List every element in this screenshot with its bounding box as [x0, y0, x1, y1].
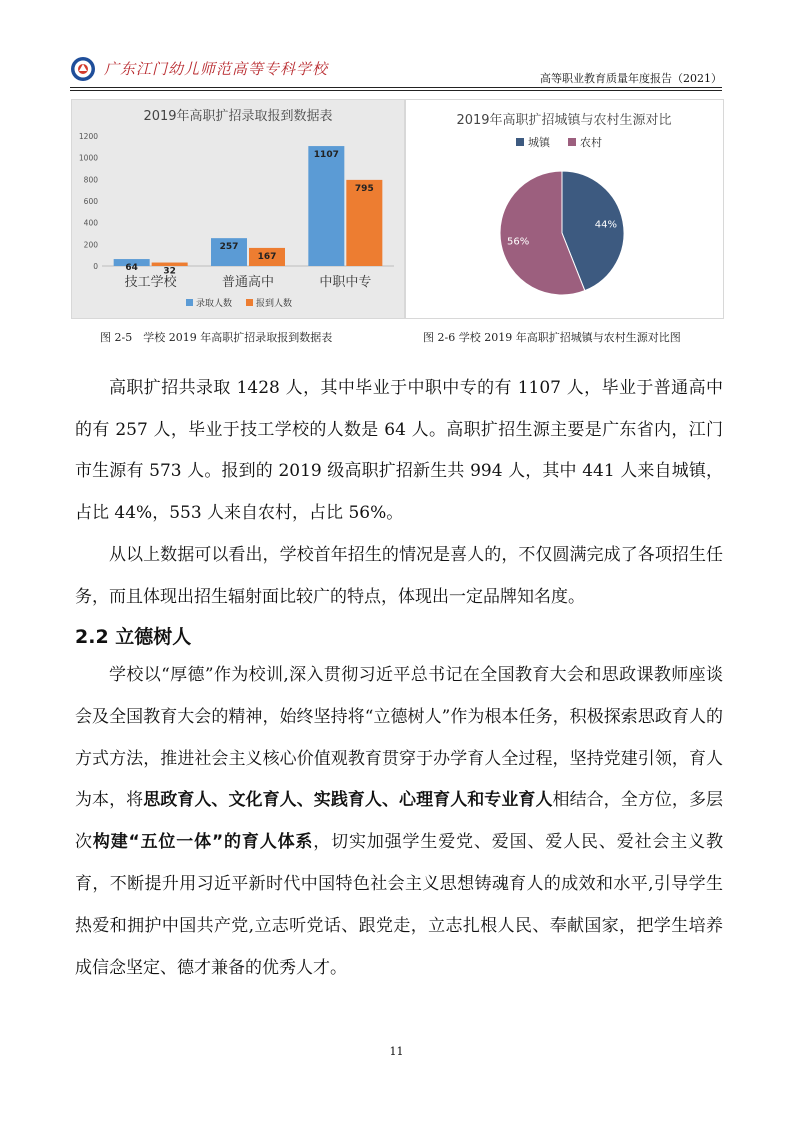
bold-text-run: 思政育人、文化育人、实践育人、心理育人和专业育人 [143, 790, 553, 811]
legend-label: 录取人数 [196, 299, 233, 309]
bar-data-label: 167 [257, 251, 277, 262]
bar-chart-title: 2019年高职扩招录取报到数据表 [143, 109, 333, 124]
legend-swatch [246, 299, 253, 306]
x-category-label: 普通高中 [221, 275, 275, 290]
school-name: 广东江门幼儿师范高等专科学校 [104, 60, 329, 78]
pie-data-label: 44% [594, 219, 617, 231]
y-tick-label: 1000 [78, 153, 98, 163]
pie-data-label: 56% [507, 236, 530, 248]
legend-label: 城镇 [528, 136, 550, 149]
bar-data-label: 64 [125, 263, 138, 274]
y-tick-label: 1200 [78, 132, 98, 141]
bar-admitted [308, 146, 344, 266]
pie-chart-title: 2019年高职扩招城镇与农村生源对比 [456, 113, 672, 128]
bar-data-label: 32 [163, 266, 176, 277]
x-category-label: 技工学校 [124, 275, 177, 290]
text-run: ，切实加强学生爱党、爱国、爱人民、爱社会主义教育，不断提升用习近平新时代中国特色社会主义思想铸魂育人的成效和水平,引导学生热爱和拥护中国共产党,立志听党话、跟党走，立志扎根人民、奉献国家，把学生培养成信念坚定、德才兼备的优秀人才。 [75, 832, 724, 978]
pie-chart-panel [405, 99, 724, 319]
bar-data-label: 795 [354, 183, 374, 194]
text-run: 相结合，全方位，多层次 [75, 790, 724, 853]
legend-swatch [516, 138, 524, 146]
paragraph-moral-education [75, 655, 723, 989]
y-tick-label: 800 [83, 175, 98, 185]
bar-chart [72, 100, 404, 318]
legend-swatch [568, 138, 576, 146]
figure-caption-2-6: 图 2-6 学校 2019 年高职扩招城镇与农村生源对比图 [423, 331, 681, 344]
y-tick-label: 0 [93, 262, 98, 271]
header-divider-thin [70, 90, 722, 91]
page-header [70, 52, 722, 88]
paragraph-analysis: 从以上数据可以看出，学校首年招生的情况是喜人的，不仅圆满完成了各项招生任务，而且体现出招生辐射面比较广的特点，体现出一定品牌知名度。 [75, 545, 723, 607]
report-title: 高等职业教育质量年度报告（2021） [540, 72, 722, 85]
legend-label: 报到人数 [256, 299, 293, 309]
school-emblem-icon [70, 56, 96, 82]
bar-data-label: 1107 [313, 150, 339, 161]
y-tick-label: 600 [83, 197, 98, 206]
page-number: 11 [389, 1045, 404, 1058]
header-divider [70, 87, 722, 88]
legend-label: 农村 [580, 136, 602, 149]
y-tick-label: 400 [83, 218, 98, 228]
section-title: 2.2 立德树人 [75, 626, 192, 648]
bar-data-label: 257 [219, 242, 239, 253]
bar-registered [152, 263, 188, 266]
figure-caption-2-5: 图 2-5 学校 2019 年高职扩招录取报到数据表 [100, 331, 333, 344]
bold-text-run: 构建“五位一体”的育人体系 [92, 832, 314, 853]
pie-chart [406, 100, 723, 318]
paragraph-enrollment: 高职扩招共录取 1428 人，其中毕业于中职中专的有 1107 人，毕业于普通高中的有 257 人，毕业于技工学校的人数是 64 人。高职扩招生源主要是广东省内，江门市生源有 573 人。报到的 2019 级高职扩招新生共 994 人，其中 441 人来自城镇，占比 44%，553 人来自农村，占比 56%。 [75, 378, 723, 523]
y-tick-label: 200 [83, 240, 98, 250]
x-category-label: 中职中专 [319, 275, 372, 290]
text-run: 学校以“厚德”作为校训,深入贯彻习近平总书记在全国教育大会和思政课教师座谈会及全国教育大会的精神，始终坚持将“立德树人”作为根本任务，积极探索思政育人的方式方法，推进社会主义核心价值观教育贯穿于办学育人全过程，坚持党建引领，育人为本，将 [75, 665, 723, 811]
bar-chart-panel [71, 99, 405, 319]
legend-swatch [186, 299, 193, 306]
